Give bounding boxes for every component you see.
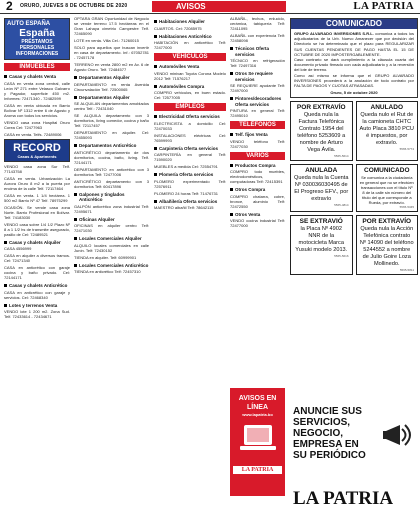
category-label: Telf. fijos Venta [235, 132, 268, 137]
notice-body: Queda nula la Factura Telefónica Contrato 1954 del teléfono 5253609 a nombre de Arturo Vega Ávila. [297, 112, 346, 154]
classified-ad: CASA en venta ubicada en Barrio Bolívar Nº 1312 entre 6 de Agosto y Aroma con todos los servicios. [4, 102, 70, 118]
category-label: Departamentos Alquiler [79, 75, 130, 80]
classified-ad: COMPRO todo muebles, electrodomésticos, computadoras Telf: 72415391 [230, 169, 285, 184]
classified-ad: ANTICRÉTICO departamento con 3 dormitorios Telf: 60417896 [74, 178, 149, 189]
category-heading [74, 192, 149, 203]
comunicado-title: COMUNICADO [291, 19, 417, 29]
ad-auto-espana[interactable] [4, 18, 70, 60]
category-heading [74, 75, 149, 81]
notice-box [290, 215, 353, 275]
classified-ad: VENDO casa sobre 1/4 1/2 Plazo Nº 8 a 1 1/2 hs de transmite asegurado, pasillo de Cel: 72489521 [4, 221, 70, 237]
category-heading [230, 187, 285, 193]
ad-line: INFORMACIONES [15, 51, 59, 57]
category-label: Casas y chalets Venta [9, 74, 57, 79]
laptop-icon [238, 421, 278, 457]
square-icon [74, 193, 77, 196]
notice-body: Queda nula la Acción Telefónica contrato Nº 14090 del teléfono 5244552 a nombre de Julio Goire Loza Mollinedo. [359, 226, 414, 268]
square-icon [154, 35, 157, 38]
notice-heading: SE EXTRAVIÓ [299, 218, 343, 226]
category-heading [154, 114, 226, 120]
ad-logo-text: España [19, 28, 55, 39]
classified-ad: VENDO lote 1 200 m2. Zona Sud. Telf. 72433614 - 72434671 [4, 309, 70, 319]
ad-line: PRÉSTAMOS [21, 39, 53, 45]
category-label: Plomería Oferta servicios [159, 172, 214, 177]
category-label: Habitaciones Anticrético [159, 33, 212, 39]
classified-ad: HABITACIÓN en anticrético Telf: 72477000 [154, 40, 226, 50]
category-label: Oficinas Alquiler [79, 216, 115, 222]
classified-ad: VENDO cocina industrial Telf: 72477000 [230, 218, 285, 228]
megaphone-icon [383, 420, 415, 450]
column-3 [154, 16, 226, 510]
notice-code: 5565-4814 [334, 203, 349, 208]
classified-ad: SOLO para aquellos que buscan invertir en casa de departamento. Inf.: 67052781 - 72457178 [74, 45, 149, 60]
classified-ad: TÉCNICO en refrigeración Telf: 72497316 [230, 58, 285, 68]
avisos-en-linea-ad[interactable] [230, 388, 285, 496]
category-heading [74, 217, 149, 223]
category-heading [74, 95, 149, 101]
section-inmuebles: INMUEBLES [4, 63, 70, 71]
square-icon [74, 218, 77, 221]
classified-ad: GALPÓN anticrético zona industrial Telf: 72495671 [74, 203, 149, 214]
square-icon [154, 20, 157, 23]
notice-box [356, 215, 419, 275]
classified-ad: VENDO minivan Toyota Corona Modelo 2012 Telf: 71576217 [154, 70, 226, 81]
classified-ad: SE ALQUILAN departamentos amoblados centro Telf.: 72431040 [74, 101, 149, 111]
square-icon [4, 284, 7, 287]
classified-ad: PLOMERO experimentado Telf: 72576911 [154, 178, 226, 189]
comunicado-date: Oruro, 5 de octubre 2020 [330, 90, 378, 96]
ad-line: Casas & Apartments [17, 153, 57, 159]
classified-ad: LOTE en venta. Villa Cel.: 71260015 [74, 38, 139, 43]
notice-body: Queda nula la Cuenta Nº 030036030495 de El Progreso EFV., por extravío [294, 175, 349, 203]
classified-ad: CASA en venta. Telfs. 72489006 [4, 131, 62, 137]
classified-ad: TIENDA en alquiler. Telf: 60999901 [74, 254, 137, 260]
comunicado-text: Como así mismo se informa que el GRUPO ALVARADO INVERSIONES procederá a la anulación de todo contrato por FALTA DE PAGOS Y CUOTAS ATRASADAS. [294, 72, 414, 89]
anuncie-logo: LA PATRIA [293, 488, 394, 509]
category-heading [74, 236, 149, 242]
notice-heading: POR EXTRAVÍO [296, 104, 346, 112]
notice-box [290, 164, 353, 212]
notice-code: 5565-5811 [399, 268, 414, 273]
classified-ad: INSTALACIONES eléctricas Cel: 76599993 [154, 132, 226, 143]
classified-ad: SE REQUIERE ayudante Telf: 72497000 [230, 83, 285, 93]
category-label: Departamentos Anticrético [79, 143, 137, 148]
classified-ad: CASA en alquiler a diversos tramos. Cel: 72471340 [4, 253, 70, 263]
category-heading [230, 71, 285, 82]
classified-ad: CASA en venta. Urbanización La Aurora Oruro 8 m2 a la puerta por encima de la calle Telf. 72117464 [4, 175, 70, 191]
notice-body: Se comunica a la ciudadanía en general que no se efectúen transacciones con el título Nº 8 de la calle sin número del título del que corresponde a Rueda, por extravío. [359, 175, 414, 206]
category-heading [74, 143, 149, 149]
category-label: Departamentos Alquiler [79, 94, 130, 100]
category-label: Otros Venta [235, 211, 261, 217]
ad-record[interactable] [4, 139, 70, 162]
comunicado-body [291, 29, 417, 97]
square-icon [154, 65, 157, 68]
classified-ad: ALBAÑIL con experiencia Telf: 72458098 [230, 33, 285, 43]
avisos-brand: LA PATRIA [233, 466, 282, 474]
classified-ad: TERRENO en venta 2800 m2 en Av. 6 de Agosto Oruro. Telf. 72484577 [74, 62, 149, 72]
notice-heading: ANULADA [305, 167, 338, 175]
category-heading [4, 303, 70, 309]
notice-code: 5565-5614 [334, 154, 349, 159]
anuncie-text: ANUNCIE SUS SERVICIOS, NEGOCIO, EMPRESA EN SU PERIÓDICO [293, 406, 366, 461]
notice-box [356, 101, 419, 161]
page-number: 2 [6, 0, 13, 13]
square-icon [4, 241, 7, 244]
section-telefonos: TELÉFONOS [230, 121, 285, 129]
square-icon [154, 173, 157, 176]
notice-body: Queda nulo el Rut de la camioneta CHTC Auto Placa 3810 PCU é impuestos, por extravío. [359, 112, 414, 147]
category-heading [230, 132, 285, 138]
company-name: GRUPO ALVARADO INVERSIONES S.R.L. [294, 31, 374, 36]
comunicado-notice [290, 18, 418, 98]
square-icon [230, 164, 233, 167]
ad-line: PERSONALES [19, 45, 55, 51]
date-line: ORURO, JUEVES 8 DE OCTUBRE DE 2020 [20, 3, 128, 9]
classified-ad: MUEBLES a medida Cel: 72554791 [154, 164, 218, 169]
category-label: Locales Comerciales Alquiler [79, 236, 142, 241]
square-icon [4, 75, 7, 78]
category-label: Albañilería Oferta servicios [159, 198, 218, 204]
notice-heading: POR EXTRAVÍO [362, 218, 412, 226]
square-icon [154, 115, 157, 118]
category-label: Otros Se requiere servicios [235, 71, 273, 82]
square-icon [154, 85, 157, 88]
classified-ad: MAESTRO albañil Telf: 78642115 [154, 205, 214, 210]
category-heading [230, 163, 285, 169]
classified-ad: CARPINTERÍA en general Telf: 71590020 [154, 152, 226, 162]
anuncie-ad[interactable] [290, 404, 418, 510]
category-label: Otros Compra [235, 187, 266, 192]
category-heading [230, 96, 285, 107]
classified-ad: ELECTRICISTA a domicilio Cel: 72470033 [154, 120, 226, 131]
classified-ad: ALQUILO locales comerciales en calle Junín. Telf: 72430152 [74, 242, 149, 253]
square-icon [230, 188, 233, 191]
square-icon [74, 237, 77, 240]
classified-ad: DEPARTAMENTO en alquiler. Cel: 72455093 [74, 130, 149, 140]
classified-ad: CUARTOS. Cel: 72085975 [154, 25, 202, 31]
section-empleos: EMPLEOS [154, 103, 226, 111]
classified-ad: COMPRO chatarra, cobre, bronce, aluminio Telf: 72472550 [230, 193, 285, 209]
classified-ad: OFICINAS en alquiler centro Telf: 72471030 [74, 223, 149, 233]
category-heading [230, 46, 285, 57]
category-heading [154, 172, 226, 178]
category-heading [4, 240, 70, 246]
category-label: Automóviles Venta [159, 64, 200, 69]
notice-row [290, 215, 418, 275]
square-icon [230, 97, 233, 100]
classified-ad: CASA en anticrético con garaje cocina y baño privado. Cel: 72144171 [4, 265, 70, 280]
category-label: Pintores/decoradores Oferta servicios [235, 96, 282, 107]
brand-logo: LA PATRIA [353, 0, 414, 12]
category-label: Casas y chalets Anticrético [9, 283, 68, 288]
comunicado-text: Caso contrario se dará cumplimiento a la cláusula cuarta del documento privado firmado con cada adjudicatario y a la reversión del lote de terreno. [294, 57, 414, 73]
notice-box [290, 101, 353, 161]
square-icon [4, 304, 7, 307]
comunicado-text: comunica a todos los adjudicatarios de la Urb. Nuevo Amanecer que por decisión del Directorio se ha determinado que el plazo para REGULARIZAR SUS CUENTAS PENDIENTES DE PAGO HASTA EL 15 DE OCTUBRE DE 2020 IMPOSTERGABLEMENTE. [294, 31, 414, 57]
category-heading [154, 64, 226, 70]
page-header [0, 0, 420, 14]
category-label: Productos Compra [235, 162, 276, 168]
category-label: Carpintería Oferta servicios [159, 145, 219, 151]
classified-ad: CASA en anticrético con garaje y servicios. Cel: 72468340 [4, 289, 70, 300]
square-icon [230, 213, 233, 216]
notice-box [356, 164, 419, 212]
square-icon [230, 133, 233, 136]
classified-ad: TIENDA en anticrético Telf: 72457310 [74, 269, 141, 274]
ad-line: AUTO ESPAÑA [7, 21, 51, 27]
square-icon [74, 264, 77, 267]
classified-ad: DEPARTAMENTO en anticrético con 3 dormitorios Telf: 72477006 [74, 166, 149, 177]
category-label: Casas y chalets Alquiler [9, 239, 61, 245]
category-heading [230, 212, 285, 218]
classified-ad: PINTURA en general Telf: 72495010 [230, 108, 285, 118]
category-heading [154, 19, 226, 25]
category-label: Electricidad Oferta servicios [159, 114, 220, 119]
category-heading [4, 283, 70, 289]
category-label: Automóviles Compra [159, 83, 205, 89]
classified-ad: VENDO teléfono Telf: 72477030 [230, 138, 285, 149]
classified-ad: DEPARTAMENTO en renta Avenida Circunvalación Telf. 72500065 [74, 81, 149, 92]
classified-ad: VENDO casa zona Sur Telf. 77143758 [4, 163, 70, 174]
avisos-url: www.lapatria.bo [242, 412, 273, 417]
notice-heading: ANULADO [370, 104, 403, 112]
classified-ad: OCASIÓN. Se vende casa zona Norte. Barrio Profesional en Bolívar. Telf. 74183030 [4, 204, 70, 220]
section-varios: VARIOS [230, 152, 285, 160]
category-heading [154, 84, 226, 90]
classified-ad: PLOMERO 24 horas Telf: 71476731 [154, 190, 218, 196]
column-1 [4, 16, 70, 510]
classified-ad: CASA en venta. 1 1/4 hectárea. 1 500 m2 Barrio Nº 47 Telf. 78975299 [4, 192, 70, 203]
category-heading [4, 74, 70, 80]
classified-ad: OPTARA GRAN Oportunidad de Negocio se vende terreno 17.5 hectáreas en el Gran Lahaya cimetrio Campestre Telf. 72465090 [74, 16, 149, 36]
classified-ad: VENDO casa zona Hospital Oruro Corea Cel: 72477963 [4, 119, 70, 130]
notice-code: 5565-5345 [399, 205, 414, 210]
column-2 [74, 16, 149, 510]
classified-ad: CASA en venta zona central, calle León Nº 271 entre Velasco Galvarro y Pagador, superficie 450 m2. Informes: 72471340 - 72482599 [4, 80, 70, 101]
square-icon [74, 96, 77, 99]
category-label: Habitaciones Alquiler [159, 19, 205, 24]
square-icon [230, 72, 233, 75]
notice-row [290, 164, 418, 212]
classified-ad: ALBAÑIL, techos, enlucido, cerámica, tabiquería Telf: 72411095 [230, 16, 285, 31]
notice-code: 5565-5774 [399, 147, 414, 152]
category-heading [74, 263, 149, 269]
notice-heading: COMUNICADO [364, 167, 410, 175]
square-icon [154, 147, 157, 150]
column-4 [230, 16, 285, 386]
category-label: Lotes y terrenos Venta [9, 302, 58, 308]
square-icon [74, 144, 77, 147]
notice-row [290, 101, 418, 161]
notice-code: 5565-5616 [334, 254, 349, 259]
classified-ad: ANTICRÉTICO departamento de dos dormitorios, cocina, baño, living. Telf. 72144171 [74, 149, 149, 165]
column-5 [290, 16, 418, 402]
classified-ad: COMPRO vehículos, en buen estado. Cel: 72577005 [154, 90, 226, 100]
square-icon [74, 76, 77, 79]
classified-ad: CASA 4556999 [4, 246, 32, 251]
section-vehiculos: VEHÍCULOS [154, 53, 226, 61]
notice-body: la Placa Nº 4902 NNR de la motocicleta Marca Yusuki modelo 2013. [295, 226, 348, 254]
square-icon [230, 47, 233, 50]
ad-logo-text: RECORD [13, 141, 61, 154]
avisos-title: AVISOS EN LÍNEA [238, 395, 277, 411]
category-label: Técnicos Oferta servicios [235, 46, 270, 57]
category-label: Galpones y tinglados Anticrético [79, 191, 125, 202]
classified-ad: SE ALQUILA departamento con 3 dormitorios, living comedor, cocina y baño Telf. 72117457 [74, 113, 149, 128]
category-label: Locales Comerciales Anticrético [79, 262, 149, 268]
category-heading [154, 34, 226, 40]
category-heading [154, 146, 226, 152]
square-icon [154, 200, 157, 203]
section-banner: AVISOS [152, 1, 286, 12]
category-heading [154, 199, 226, 205]
